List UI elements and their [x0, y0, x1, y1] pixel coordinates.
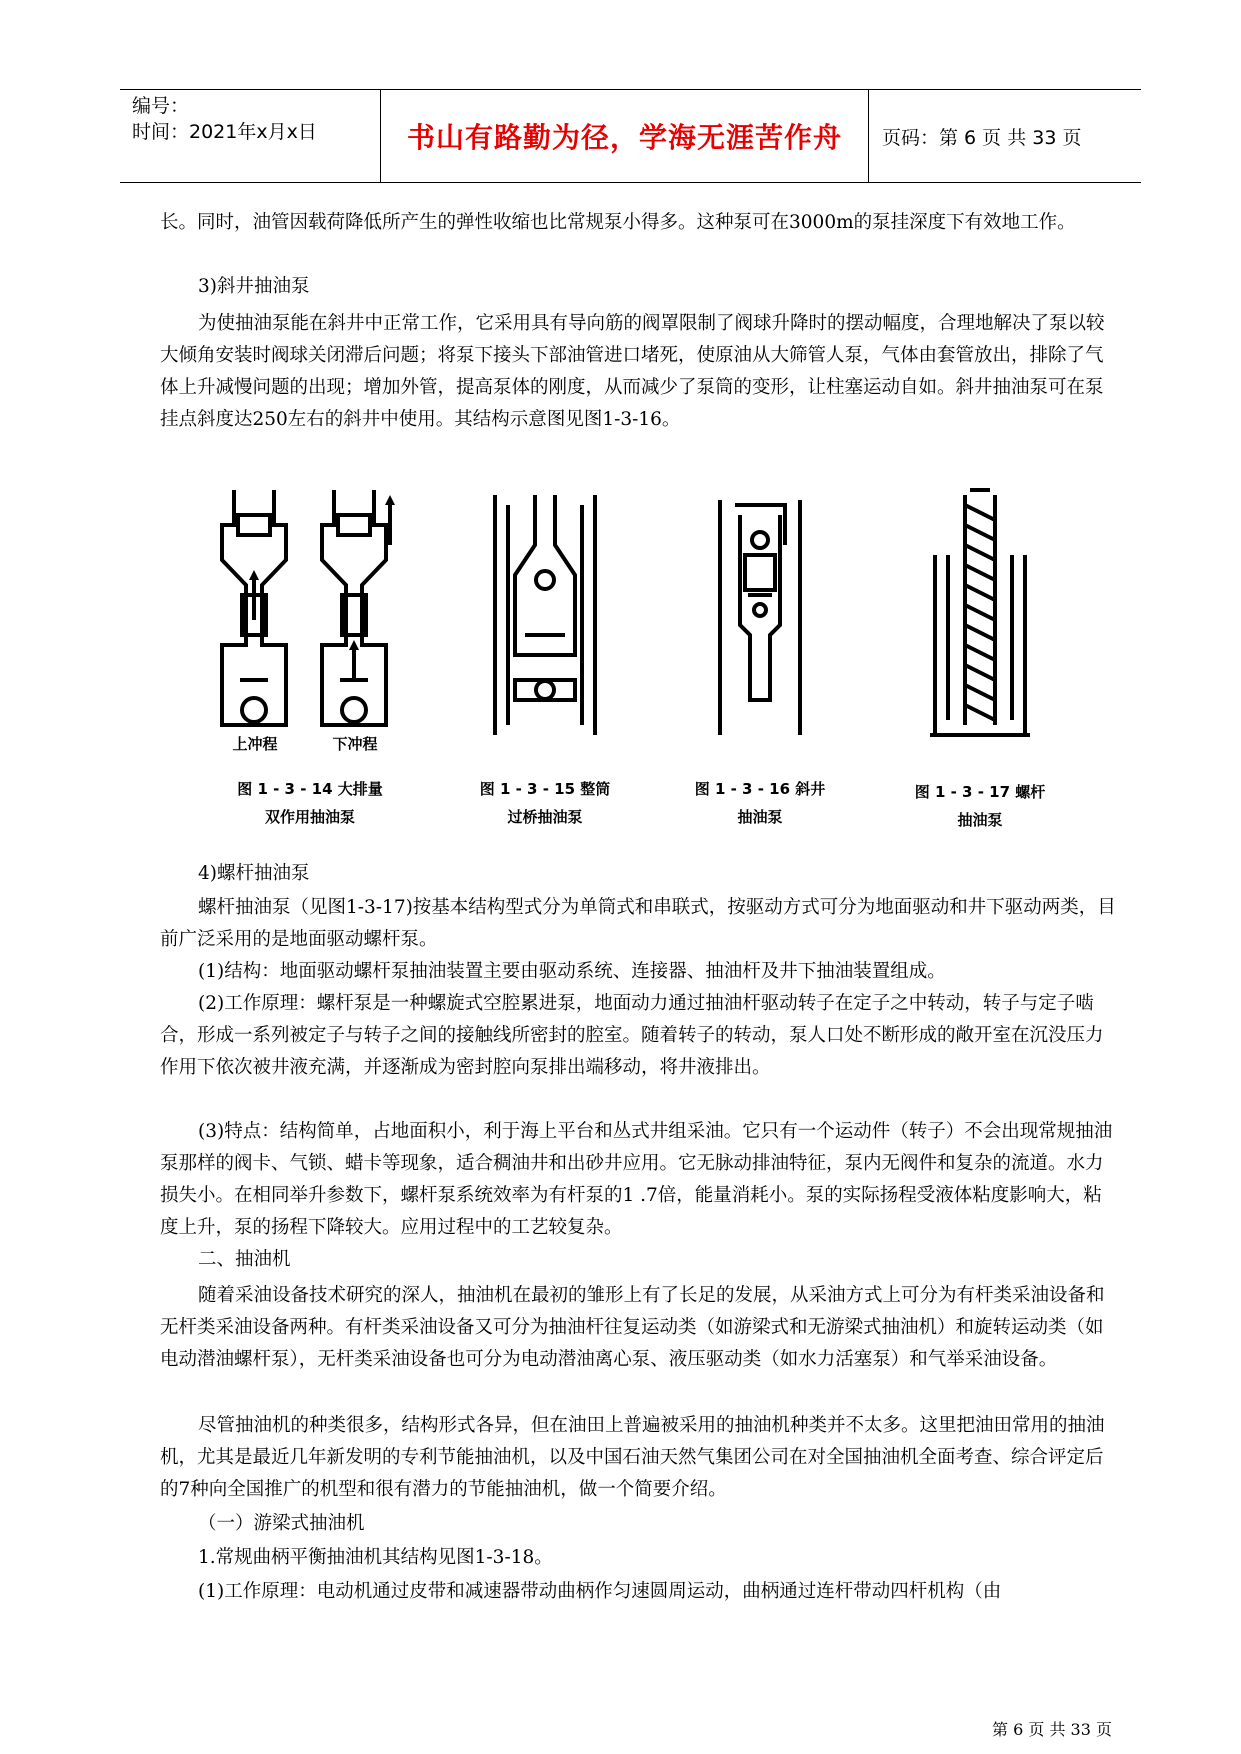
document-number-label: 编号：	[132, 95, 190, 117]
figure-caption: 图 1 - 3 - 15 整筒 过桥抽油泵	[479, 780, 611, 826]
paragraph: (1)工作原理：电动机通过皮带和减速器带动曲柄作匀速圆周运动，曲柄通过连杆带动四杆机构（由	[198, 1581, 1002, 1602]
paragraph: 随着采油设备技术研究的深人，抽油机在最初的雏形上有了长足的发展，从采油方式上可分为有杆类采油设备和无杆类采油设备两种。有杆类采油设备又可分为抽油杆往复运动类（如游梁式和无游梁式抽油机）和旋转运动类（如电动潜油螺杆泵），无杆类采油设备也可分为电动潜油离心泵、液压驱动类（如水力活塞泵）和气举采油设备。	[160, 1285, 1105, 1370]
header-motto-cell	[380, 90, 869, 182]
section-heading: 二、抽油机	[198, 1249, 291, 1270]
page-footer: 第 6 页 共 33 页	[992, 1720, 1112, 1739]
document-time-label: 时间：2021年x月x日	[132, 121, 317, 143]
figure-subcaption: 上冲程	[232, 735, 278, 753]
figure-caption: 图 1 - 3 - 17 螺杆 抽油泵	[914, 783, 1046, 829]
section-heading: 4)螺杆抽油泵	[198, 863, 310, 884]
header-meta	[120, 90, 380, 182]
section-heading: （一）游梁式抽油机	[198, 1513, 365, 1534]
figure-inclined-well-pump	[700, 485, 820, 745]
paragraph: (1)结构：地面驱动螺杆泵抽油装置主要由驱动系统、连接器、抽油杆及井下抽油装置组成。	[198, 961, 946, 982]
paragraph: (2)工作原理：螺杆泵是一种螺旋式空腔累进泵，地面动力通过抽油杆驱动转子在定子之中转动，转子与定子啮合，形成一系列被定子与转子之间的接触线所密封的腔室。随着转子的转动，泵人口处不断形成的敞开室在沉没压力作用下依次被井液充满，并逐渐成为密封腔向泵排出端移动，将井液排出。	[160, 993, 1104, 1078]
paragraph: 尽管抽油机的种类很多，结构形式各异，但在油田上普遍被采用的抽油机种类并不太多。这里把油田常用的抽油机，尤其是最近几年新发明的专利节能抽油机，以及中国石油天然气集团公司在对全国抽油机全面考查、综合评定后的7种向全国推广的机型和很有潜力的节能抽油机，做一个简要介绍。	[160, 1415, 1105, 1500]
figure-caption: 图 1 - 3 - 14 大排量 双作用抽油泵	[237, 780, 383, 826]
section-heading: 3)斜井抽油泵	[198, 276, 310, 297]
paragraph: 为使抽油泵能在斜井中正常工作，它采用具有导向筋的阀罩限制了阀球升降时的摆动幅度，合理地解决了泵以较大倾角安装时阀球关闭滞后问题；将泵下接头下部油管进口堵死，使原油从大筛管人泵，气体由套管放出，排除了气体上升减慢问题的出现；增加外管，提高泵体的刚度，从而减少了泵筒的变形，让柱塞运动自如。斜井抽油泵可在泵挂点斜度达250左右的斜井中使用。其结构示意图见图1-3-16。	[160, 313, 1105, 430]
figure-bridge-pump	[480, 485, 610, 745]
paragraph: (3)特点：结构简单，占地面积小，利于海上平台和丛式井组采油。它只有一个运动件（转子）不会出现常规抽油泵那样的阀卡、气锁、蜡卡等现象，适合稠油井和出砂井应用。它无脉动排油特征，泵内无阀件和复杂的流道。水力损失小。在相同举升参数下，螺杆泵系统效率为有杆泵的1 .7倍，能量消耗小。泵的实际扬程受液体粘度影响大，粘度上升，泵的扬程下降较大。应用过程中的工艺较复杂。	[160, 1121, 1113, 1238]
figure-row	[200, 485, 1080, 855]
figure-subcaption: 下冲程	[332, 735, 378, 753]
paragraph: 长。同时，油管因载荷降低所产生的弹性收缩也比常规泵小得多。这种泵可在3000m的泵挂深度下有效地工作。	[160, 212, 1076, 233]
page-header	[120, 89, 1141, 183]
header-page-label: 页码：第 6 页 共 33 页	[882, 126, 1082, 149]
header-page-cell	[868, 90, 1141, 182]
figure-double-acting-pump	[210, 485, 430, 745]
paragraph: 螺杆抽油泵（见图1-3-17)按基本结构型式分为单筒式和串联式，按驱动方式可分为地面驱动和井下驱动两类，目前广泛采用的是地面驱动螺杆泵。	[160, 897, 1116, 950]
header-motto: 书山有路勤为径，学海无涯苦作舟	[406, 121, 842, 154]
paragraph: 1.常规曲柄平衡抽油机其结构见图1-3-18。	[198, 1547, 553, 1568]
figure-screw-pump	[920, 485, 1040, 745]
figure-caption: 图 1 - 3 - 16 斜井 抽油泵	[694, 780, 826, 826]
